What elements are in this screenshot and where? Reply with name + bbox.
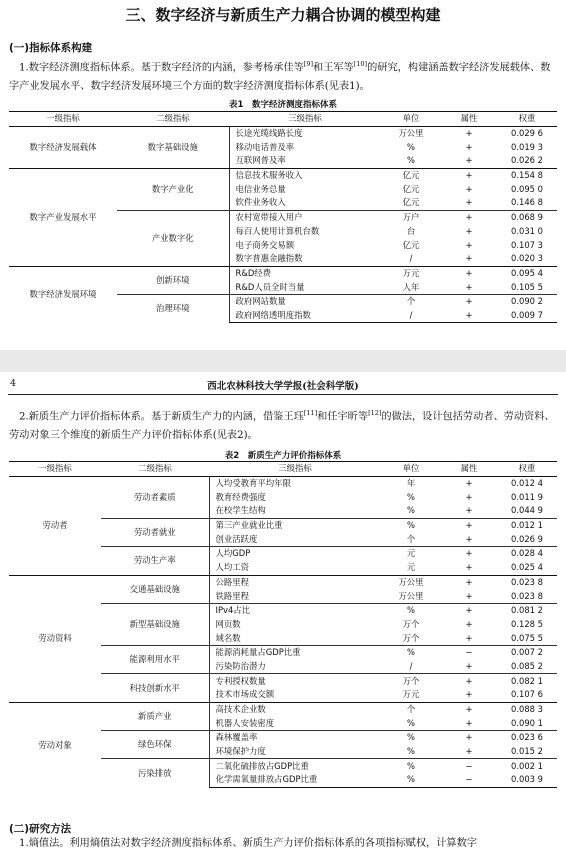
unit-cell: 人年	[381, 280, 441, 294]
level3-indicator: 每百人使用计算机台数	[229, 225, 381, 239]
level3-indicator: 电信业务总量	[229, 182, 381, 196]
table-row	[9, 168, 557, 182]
unit-cell: %	[407, 141, 415, 152]
weight-cell: 0.011 9	[511, 491, 543, 502]
unit-cell: %	[407, 732, 415, 743]
weight-cell: 0.028 4	[511, 548, 543, 559]
weight-cell: 0.107 3	[511, 239, 543, 250]
unit-cell: 元	[406, 548, 416, 559]
weight-cell: 0.026 2	[497, 154, 557, 168]
attribute-cell: +	[465, 239, 473, 250]
attribute-cell: +	[441, 631, 497, 645]
attribute-cell: +	[441, 504, 497, 518]
level3-indicator: 网页数	[209, 618, 381, 632]
attribute-cell: +	[465, 267, 473, 278]
weight-cell: 0.007 2	[511, 647, 543, 658]
level2-indicator: 劳动生产率	[101, 547, 209, 575]
attribute-cell: +	[441, 589, 497, 603]
table-digital-economy-index	[9, 111, 557, 323]
attribute-cell: +	[465, 296, 473, 307]
header-attribute: 属性	[441, 112, 497, 127]
attribute-cell: +	[441, 154, 497, 168]
level3-indicator: 创业活跃度	[209, 532, 381, 546]
table-row	[9, 126, 557, 140]
unit-cell: 万元	[402, 267, 420, 278]
attribute-cell: +	[465, 520, 473, 531]
level3-indicator: 数字普惠金融指数	[229, 252, 381, 266]
citation-ref: [11]	[303, 409, 318, 417]
paragraph-digital-economy	[9, 55, 557, 96]
paragraph-text: 和任宇昕等	[317, 411, 369, 423]
header-attribute: 属性	[441, 462, 497, 477]
attribute-cell: +	[465, 141, 473, 152]
attribute-cell: +	[441, 745, 497, 759]
table-row	[9, 702, 557, 716]
weight-cell: 0.095 0	[511, 183, 543, 194]
citation-ref: [9]	[303, 60, 313, 68]
unit-cell: %	[381, 504, 441, 518]
page-number: 4	[10, 378, 17, 389]
header-weight: 权重	[497, 462, 557, 477]
weight-cell: 0.090 1	[497, 716, 557, 730]
citation-ref: [12]	[368, 409, 382, 417]
unit-cell: %	[381, 154, 441, 168]
paragraph-text: 的研究，构建涵盖数字经济发展载体、数字产业发展水平、数字经济发展环境三个方面的数字经济测度指标体系(见表1)。	[9, 62, 551, 93]
unit-cell: 万个	[402, 675, 420, 686]
table-new-productivity-index	[9, 461, 557, 788]
weight-cell: 0.044 9	[497, 504, 557, 518]
level3-indicator: 能源消耗量占GDP比重	[209, 645, 381, 659]
unit-cell: /	[381, 252, 441, 266]
level2-indicator: 能源利用水平	[101, 645, 209, 673]
header-weight: 权重	[497, 112, 557, 127]
header-level2: 二级指标	[117, 112, 229, 127]
journal-title: 西北农林科技大学学报(社会科学版)	[207, 381, 359, 392]
level3-indicator: 互联网普及率	[229, 154, 381, 168]
paragraph-text: 2.新质生产力评价指标体系。基于新质生产力的内涵，借鉴王珏	[19, 411, 304, 423]
level3-indicator: 移动电话普及率	[229, 140, 381, 154]
subsection-heading-indicators: (一)指标体系构建	[9, 42, 93, 54]
weight-cell: 0.146 8	[497, 196, 557, 210]
weight-cell: 0.090 2	[511, 296, 543, 307]
weight-cell: 0.068 9	[511, 212, 543, 223]
citation-ref: [10]	[353, 60, 368, 68]
weight-cell: 0.002 1	[511, 760, 543, 771]
weight-cell: 0.085 2	[497, 660, 557, 674]
level3-indicator: 政府网站数量	[229, 294, 381, 308]
unit-cell: /	[381, 309, 441, 323]
level2-indicator: 治理环境	[156, 303, 190, 314]
table1-caption: 表1 数字经济测度指标体系	[229, 100, 337, 110]
level3-indicator: 污染防治潜力	[209, 660, 381, 674]
weight-cell: 0.081 2	[511, 605, 543, 616]
level2-indicator: 创新环境	[117, 266, 229, 294]
weight-cell: 0.015 2	[497, 745, 557, 759]
attribute-cell: −	[465, 647, 473, 658]
level1-indicator: 数字产业发展水平	[9, 168, 117, 266]
unit-cell: 个	[381, 532, 441, 546]
level3-indicator: 电子商务交易额	[229, 238, 381, 252]
unit-cell: 万个	[381, 631, 441, 645]
attribute-cell: +	[465, 478, 473, 489]
level2-indicator: 劳动者素质	[101, 476, 209, 518]
level3-indicator: 软件业务收入	[229, 196, 381, 210]
level3-indicator: 在校学生结构	[209, 504, 381, 518]
attribute-cell: +	[465, 183, 473, 194]
level3-indicator: R&D人员全时当量	[229, 280, 381, 294]
attribute-cell: +	[465, 170, 473, 181]
unit-cell: 万元	[381, 688, 441, 702]
level3-indicator: 长途光缆线路长度	[229, 126, 381, 140]
level3-indicator: 农村宽带接入用户	[229, 210, 381, 224]
weight-cell: 0.019 3	[511, 141, 543, 152]
header-rule	[8, 394, 558, 395]
level3-indicator: 教育经费强度	[209, 490, 381, 504]
unit-cell: 台	[406, 225, 416, 236]
attribute-cell: +	[465, 732, 473, 743]
weight-cell: 0.012 1	[511, 520, 543, 531]
level2-indicator: 新质产业	[101, 702, 209, 730]
level2-indicator: 产业数字化	[117, 210, 229, 266]
level1-indicator: 劳动者	[9, 476, 101, 575]
attribute-cell: +	[465, 675, 473, 686]
unit-cell: %	[381, 716, 441, 730]
table2-caption: 表2 新质生产力评价指标体系	[224, 451, 342, 461]
attribute-cell: +	[465, 225, 473, 236]
weight-cell: 0.009 7	[497, 309, 557, 323]
attribute-cell: +	[441, 688, 497, 702]
weight-cell: 0.023 8	[511, 576, 543, 587]
level2-indicator: 交通基础设施	[101, 575, 209, 603]
level3-indicator: 机器人安装密度	[209, 716, 381, 730]
unit-cell: 万公里	[398, 128, 424, 139]
level3-indicator: 域名数	[209, 631, 381, 645]
unit-cell: %	[407, 605, 415, 616]
paragraph-text: 的做法，设计包括劳动者、劳动资料、劳动对象三个维度的新质生产力评价指标体系(见表2)。	[9, 411, 555, 442]
attribute-cell: +	[465, 212, 473, 223]
weight-cell: 0.026 9	[497, 532, 557, 546]
unit-cell: 万公里	[381, 589, 441, 603]
weight-cell: 0.029 6	[511, 128, 543, 139]
header-level1: 一级指标	[9, 462, 101, 477]
level2-indicator: 数字基础设施	[117, 126, 229, 168]
level3-indicator: 环境保护力度	[209, 745, 381, 759]
unit-cell: 亿元	[402, 183, 420, 194]
attribute-cell: +	[465, 548, 473, 559]
unit-cell: 亿元	[381, 196, 441, 210]
attribute-cell: +	[441, 561, 497, 575]
level3-indicator: 专利授权数量	[209, 674, 381, 688]
level2-indicator: 劳动者就业	[101, 518, 209, 546]
page-top	[0, 0, 566, 350]
weight-cell: 0.107 6	[497, 688, 557, 702]
header-level3: 三级指标	[229, 112, 381, 127]
unit-cell: 亿元	[402, 239, 420, 250]
unit-cell: 元	[381, 561, 441, 575]
unit-cell: 个	[406, 704, 416, 715]
attribute-cell: +	[465, 576, 473, 587]
level1-indicator: 劳动对象	[38, 739, 72, 750]
attribute-cell: +	[465, 704, 473, 715]
unit-cell: %	[381, 773, 441, 787]
unit-cell: 年	[406, 478, 416, 489]
level3-indicator: 人均工资	[209, 561, 381, 575]
attribute-cell: +	[465, 618, 473, 629]
level3-indicator: 公路里程	[209, 575, 381, 589]
level3-indicator: 高技术企业数	[209, 702, 381, 716]
attribute-cell: +	[465, 605, 473, 616]
subsection-heading-methods: (二)研究方法	[9, 823, 72, 835]
table-header-row	[9, 112, 557, 127]
level3-indicator: 第三产业就业比重	[209, 518, 381, 532]
page-gap	[0, 350, 566, 372]
level3-indicator: 技术市场成交额	[209, 688, 381, 702]
paragraph-text: 1.数字经济测度指标体系。基于数字经济的内涵，参考杨承佳等	[19, 62, 304, 74]
weight-cell: 0.012 4	[511, 478, 543, 489]
header-level2: 二级指标	[101, 462, 209, 477]
unit-cell: /	[381, 660, 441, 674]
weight-cell: 0.020 3	[497, 252, 557, 266]
weight-cell: 0.154 8	[511, 170, 543, 181]
paragraph-new-productivity	[9, 404, 557, 445]
attribute-cell: +	[441, 309, 497, 323]
paragraph-entropy-method: 1.熵值法。利用熵值法对数字经济测度指标体系、新质生产力评价指标体系的各项指标赋权，计算数字	[19, 838, 477, 849]
level3-indicator: IPv4占比	[209, 603, 381, 617]
level3-indicator: 政府网络透明度指数	[229, 309, 381, 323]
attribute-cell: +	[441, 532, 497, 546]
level3-indicator: R&D经费	[229, 266, 381, 280]
attribute-cell: +	[465, 128, 473, 139]
unit-cell: %	[407, 760, 415, 771]
unit-cell: 万公里	[398, 576, 424, 587]
weight-cell: 0.003 9	[497, 773, 557, 787]
unit-cell: %	[407, 647, 415, 658]
unit-cell: %	[407, 491, 415, 502]
level3-indicator: 铁路里程	[209, 589, 381, 603]
header-unit: 单位	[381, 112, 441, 127]
level1-indicator: 数字经济发展环境	[29, 289, 97, 300]
table-row	[9, 266, 557, 280]
attribute-cell: +	[465, 491, 473, 502]
header-unit: 单位	[381, 462, 441, 477]
weight-cell: 0.031 0	[511, 225, 543, 236]
unit-cell: %	[381, 745, 441, 759]
attribute-cell: +	[441, 252, 497, 266]
level2-indicator: 数字产业化	[117, 168, 229, 210]
unit-cell: 亿元	[402, 170, 420, 181]
level3-indicator: 化学需氧量排放占GDP比重	[209, 773, 381, 787]
level2-indicator: 污染排放	[138, 767, 172, 778]
table-row	[9, 476, 557, 490]
attribute-cell: +	[441, 280, 497, 294]
level3-indicator: 森林覆盖率	[209, 731, 381, 745]
attribute-cell: +	[441, 196, 497, 210]
unit-cell: 万个	[402, 618, 420, 629]
attribute-cell: +	[441, 660, 497, 674]
table-header-row	[9, 462, 557, 477]
attribute-cell: +	[441, 716, 497, 730]
header-level3: 三级指标	[209, 462, 381, 477]
level1-indicator: 劳动资料	[9, 575, 101, 702]
weight-cell: 0.023 6	[511, 732, 543, 743]
weight-cell: 0.075 5	[497, 631, 557, 645]
level3-indicator: 人均受教育平均年限	[209, 476, 381, 490]
level3-indicator: 人均GDP	[209, 547, 381, 561]
unit-cell: 万户	[402, 212, 420, 223]
level2-indicator: 科技创新水平	[101, 674, 209, 702]
weight-cell: 0.025 4	[497, 561, 557, 575]
unit-cell: %	[407, 520, 415, 531]
level3-indicator: 二氧化硫排放占GDP比重	[209, 759, 381, 773]
level1-indicator: 数字经济发展载体	[9, 126, 117, 168]
level2-indicator: 绿色环保	[101, 731, 209, 759]
paragraph-text: 和王军等	[313, 62, 354, 74]
attribute-cell: −	[465, 760, 473, 771]
header-level1: 一级指标	[9, 112, 117, 127]
table-row	[9, 575, 557, 589]
weight-cell: 0.023 8	[497, 589, 557, 603]
level3-indicator: 信息技术服务收入	[229, 168, 381, 182]
attribute-cell: −	[441, 773, 497, 787]
weight-cell: 0.082 1	[511, 675, 543, 686]
weight-cell: 0.128 5	[511, 618, 543, 629]
level2-indicator: 新型基础设施	[101, 603, 209, 645]
weight-cell: 0.095 4	[511, 267, 543, 278]
unit-cell: 个	[406, 296, 416, 307]
weight-cell: 0.105 5	[497, 280, 557, 294]
section-title: 三、数字经济与新质生产力耦合协调的模型构建	[125, 6, 441, 24]
weight-cell: 0.088 3	[511, 704, 543, 715]
page-bottom	[0, 372, 566, 856]
